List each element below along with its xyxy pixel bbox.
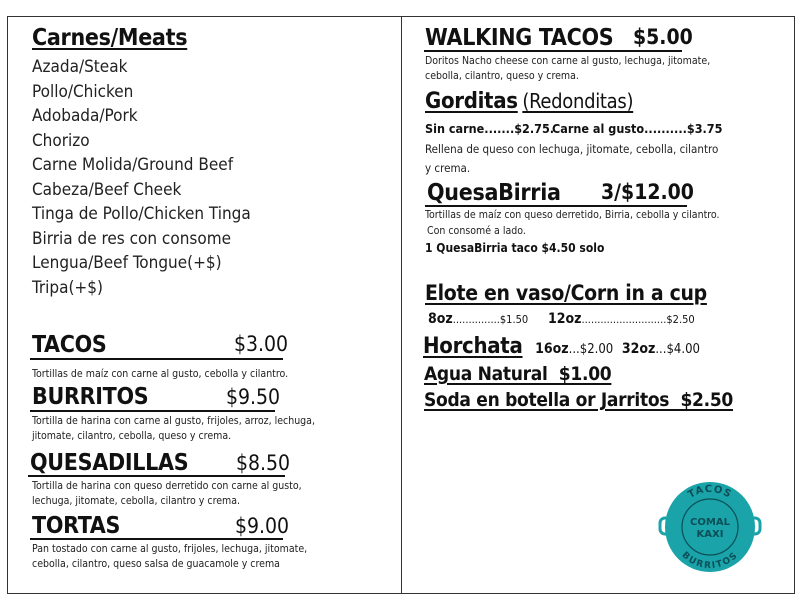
quesabirria-underline: [425, 205, 687, 207]
horchata-16oz-price: ...$2.00: [568, 342, 614, 357]
gorditas-name: Gorditas: [425, 89, 518, 114]
walking-tacos-title: WALKING TACOS: [425, 25, 614, 51]
logo-graphic: [658, 478, 762, 576]
logo-top-text: TACOS: [686, 483, 734, 501]
meat-item: Birria de res con consome: [32, 228, 232, 249]
tacos-title: TACOS: [32, 332, 107, 358]
horchata-16oz-label: 16oz: [535, 341, 569, 357]
burritos-desc-1: Tortilla de harina con carne al gusto, frijoles, arroz, lechuga,: [32, 415, 315, 427]
meat-item: Tinga de Pollo/Chicken Tinga: [32, 204, 251, 224]
logo-middle-1: COMAL: [690, 517, 730, 528]
quesabirria-title: QuesaBirria: [427, 180, 561, 206]
logo-bottom-text: BURRITOS: [679, 550, 741, 572]
quesabirria-solo: 1 QuesaBirria taco $4.50 solo: [425, 241, 605, 255]
gorditas-desc-2: y crema.: [425, 161, 471, 175]
page-divider: [401, 16, 402, 594]
burritos-underline: [30, 410, 275, 412]
elote-12oz: [548, 311, 695, 327]
quesabirria-desc-1: Tortillas de maíz con queso derretido, Birria, cebolla y cilantro.: [425, 209, 720, 221]
elote-8oz: [428, 311, 528, 327]
burritos-price: $9.50: [226, 385, 281, 409]
meat-item: Tripa(+$): [32, 277, 103, 298]
walking-tacos-price: $5.00: [633, 25, 693, 49]
gorditas-carne-al-gusto: Carne al gusto..........$3.75: [552, 121, 723, 136]
burritos-desc-2: jitomate, cilantro, cebolla, queso y crema.: [32, 430, 232, 442]
meat-item: Pollo/Chicken: [32, 81, 134, 102]
tortas-desc-1: Pan tostado con carne al gusto, frijoles, lechuga, jitomate,: [32, 543, 308, 555]
quesadillas-title: QUESADILLAS: [30, 450, 189, 476]
meat-item: Adobada/Pork: [32, 106, 138, 126]
walking-tacos-underline: [424, 50, 682, 52]
logo-middle-2: KAXI: [696, 529, 724, 540]
quesadillas-desc-1: Tortilla de harina con queso derretido con carne al gusto,: [32, 480, 302, 492]
tacos-desc: Tortillas de maíz con carne al gusto, cebolla y cilantro.: [32, 368, 289, 380]
meats-list: [32, 55, 251, 300]
meat-item: Azada/Steak: [32, 57, 128, 77]
agua-natural: Agua Natural $1.00: [424, 363, 612, 385]
gorditas-title: [425, 89, 633, 114]
gorditas-paren: (Redonditas): [522, 89, 634, 113]
tortas-title: TORTAS: [32, 513, 121, 539]
burritos-title: BURRITOS: [32, 384, 149, 410]
meat-item: Lengua/Beef Tongue(+$): [32, 253, 222, 273]
tortas-underline: [30, 538, 283, 540]
soda-jarritos: Soda en botella or Jarritos $2.50: [424, 389, 734, 411]
tortas-desc-2: cebolla, cilantro, queso salsa de guacamole y crema: [32, 558, 280, 570]
meat-item: Carne Molida/Ground Beef: [32, 155, 234, 175]
quesadillas-price: $8.50: [236, 451, 291, 475]
elote-8oz-price: ...............$1.50: [452, 313, 529, 326]
horchata-title: Horchata: [423, 334, 523, 359]
walking-tacos-desc-1: Doritos Nacho cheese con carne al gusto, lechuga, jitomate,: [425, 55, 711, 67]
tacos-price: $3.00: [234, 332, 289, 356]
elote-12oz-label: 12oz: [548, 311, 582, 327]
meat-item: Chorizo: [32, 130, 90, 151]
walking-tacos-desc-2: cebolla, cilantro, queso y crema.: [425, 70, 579, 82]
quesabirria-price: 3/$12.00: [601, 180, 694, 204]
meat-item: Cabeza/Beef Cheek: [32, 179, 182, 200]
horchata-32oz-label: 32oz: [621, 341, 656, 357]
gorditas-desc-1: Rellena de queso con lechuga, jitomate, cebolla, cilantro: [425, 142, 719, 156]
comal-kaxi-logo: [658, 478, 762, 576]
tacos-underline: [30, 358, 283, 360]
meats-title: Carnes/Meats: [32, 25, 188, 51]
elote-8oz-label: 8oz: [428, 311, 453, 327]
horchata-row: [423, 334, 700, 359]
gorditas-sin-carne: Sin carne.......$2.75.: [425, 121, 555, 136]
tortas-price: $9.00: [235, 514, 290, 538]
elote-title: Elote en vaso/Corn in a cup: [425, 281, 707, 305]
elote-12oz-price: ...........................$2.50: [581, 313, 695, 326]
horchata-32oz-price: ...$4.00: [655, 342, 700, 357]
quesabirria-desc-2: Con consomé a lado.: [427, 225, 526, 237]
quesadillas-underline: [28, 475, 285, 477]
quesadillas-desc-2: lechuga, jitomate, cebolla, cilantro y crema.: [32, 495, 241, 507]
